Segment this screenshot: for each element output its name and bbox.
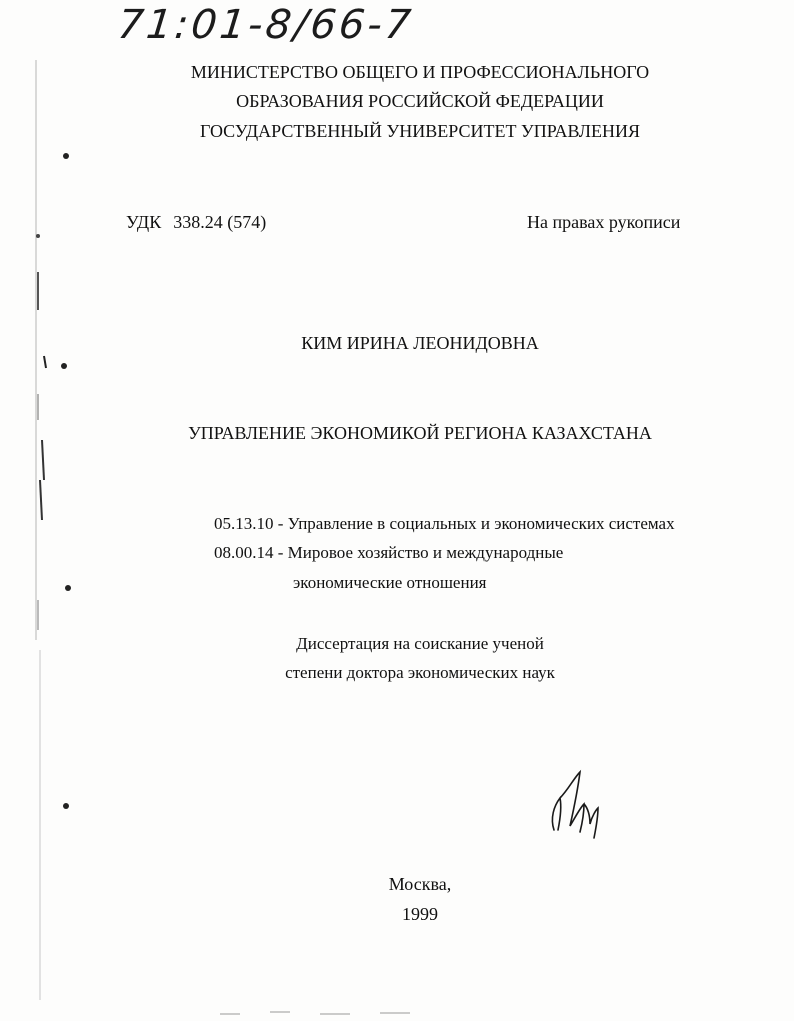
specialty-text: - Управление в социальных и экономических системах [277, 514, 675, 533]
specialty-2 [214, 543, 563, 563]
specialty-code: 05.13.10 [214, 514, 274, 533]
ministry-line-2: ОБРАЗОВАНИЯ РОССИЙСКОЙ ФЕДЕРАЦИИ [236, 91, 604, 111]
university-name: ГОСУДАРСТВЕННЫЙ УНИВЕРСИТЕТ УПРАВЛЕНИЯ [199, 121, 640, 141]
archive-number-handwritten: 71:01-8/66-7 [115, 2, 416, 48]
year: 1999 [402, 904, 438, 924]
city: Москва, [388, 874, 452, 894]
scan-edge-artifacts [0, 0, 90, 1021]
specialty-text: - Мировое хозяйство и международные [277, 543, 564, 562]
ministry-line: МИНИСТЕРСТВО ОБЩЕГО И ПРОФЕССИОНАЛЬНОГО [190, 62, 650, 82]
specialty-code: 08.00.14 [214, 543, 274, 562]
degree-line-2: степени доктора экономических наук [285, 663, 555, 682]
udk-label: УДК [126, 212, 162, 232]
author-name: КИМ ИРИНА ЛЕОНИДОВНА [301, 333, 539, 353]
scan-bottom-artifacts [200, 1008, 440, 1018]
udk-line [126, 212, 266, 233]
specialty-2-continuation: экономические отношения [293, 573, 487, 592]
specialty-1 [214, 514, 675, 534]
rights-note: На правах рукописи [527, 212, 681, 232]
degree-line-1: Диссертация на соискание ученой [296, 634, 544, 653]
dissertation-title: УПРАВЛЕНИЕ ЭКОНОМИКОЙ РЕГИОНА КАЗАХСТАНА [188, 423, 652, 443]
udk-code: 338.24 (574) [173, 212, 267, 232]
signature [540, 768, 610, 848]
